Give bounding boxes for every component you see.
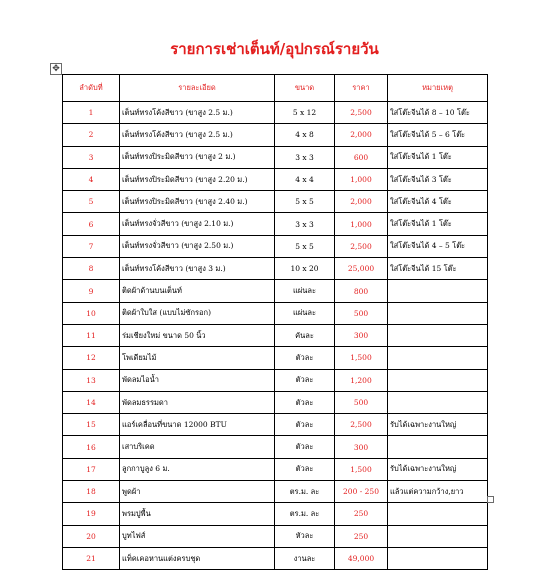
table-row [63, 124, 488, 146]
row-remarks: ใส่โต๊ะจีนได้ 4 โต๊ะ [388, 191, 488, 213]
header-size: ขนาด [275, 75, 335, 102]
document-title: รายการเช่าเต็นท์/อุปกรณ์รายวัน [170, 40, 379, 58]
header-price: ราคา [335, 75, 388, 102]
table-row [63, 414, 488, 436]
table-row [63, 146, 488, 168]
row-price: 1,500 [335, 458, 388, 480]
row-size: 5 x 12 [275, 102, 335, 124]
header-number: ลำดับที่ [63, 75, 120, 102]
row-details: เต็นท์ทรงปิระมิดสีขาว (ขาสูง 2.40 ม.) [120, 191, 275, 213]
row-number: 20 [63, 525, 120, 547]
row-number: 8 [63, 258, 120, 280]
row-size: ตัวละ [275, 436, 335, 458]
row-remarks [388, 369, 488, 391]
row-details: พัดลมธรรมดา [120, 391, 275, 413]
row-remarks [388, 280, 488, 302]
row-size: หัวละ [275, 525, 335, 547]
table-body [63, 102, 488, 570]
row-size: แผ่นละ [275, 280, 335, 302]
row-details: พัดลมไอน้ำ [120, 369, 275, 391]
row-price: 300 [335, 324, 388, 346]
row-size: ตัวละ [275, 347, 335, 369]
row-remarks [388, 525, 488, 547]
row-number: 4 [63, 168, 120, 190]
row-remarks: ใส่โต๊ะจีนได้ 3 โต๊ะ [388, 168, 488, 190]
row-size: 4 x 4 [275, 168, 335, 190]
row-size: ตร.ม. ละ [275, 481, 335, 503]
row-price: 49,000 [335, 547, 388, 569]
row-size: แผ่นละ [275, 302, 335, 324]
table-row [63, 347, 488, 369]
row-price: 1,000 [335, 168, 388, 190]
row-details: พูดผ้า [120, 481, 275, 503]
row-price: 1,000 [335, 213, 388, 235]
row-size: ตัวละ [275, 391, 335, 413]
row-number: 15 [63, 414, 120, 436]
row-details: เต็นท์ทรงจั่วสีขาว (ขาสูง 2.10 ม.) [120, 213, 275, 235]
row-size: คันละ [275, 324, 335, 346]
row-remarks [388, 302, 488, 324]
row-price: 250 [335, 503, 388, 525]
table-row [63, 235, 488, 257]
resize-corner-icon[interactable] [487, 496, 494, 503]
row-price: 800 [335, 280, 388, 302]
row-size: 3 x 3 [275, 213, 335, 235]
row-number: 9 [63, 280, 120, 302]
row-details: พรมปูพื้น [120, 503, 275, 525]
row-details: ร่มเชียงใหม่ ขนาด 50 นิ้ว [120, 324, 275, 346]
row-details: ลูกกาบูลูง 6 ม. [120, 458, 275, 480]
row-number: 2 [63, 124, 120, 146]
row-price: 200 - 250 [335, 481, 388, 503]
row-remarks: รับได้เฉพาะงานใหญ่ [388, 458, 488, 480]
table-row [63, 481, 488, 503]
table-row [63, 503, 488, 525]
row-details: แท็คเคอหานแต่งครบชุด [120, 547, 275, 569]
move-arrows-icon[interactable]: ✥ [50, 63, 62, 75]
row-number: 6 [63, 213, 120, 235]
table-row [63, 302, 488, 324]
row-remarks: ใส่โต๊ะจีนได้ 1 โต๊ะ [388, 146, 488, 168]
row-details: บูทไฟส์ [120, 525, 275, 547]
row-number: 7 [63, 235, 120, 257]
row-number: 12 [63, 347, 120, 369]
row-remarks: ใส่โต๊ะจีนได้ 8 – 10 โต๊ะ [388, 102, 488, 124]
table-row [63, 168, 488, 190]
table-header-row [63, 75, 488, 102]
row-price: 25,000 [335, 258, 388, 280]
row-price: 2,500 [335, 414, 388, 436]
table-row [63, 436, 488, 458]
row-remarks: ใส่โต๊ะจีนได้ 5 – 6 โต๊ะ [388, 124, 488, 146]
table-row [63, 280, 488, 302]
row-number: 21 [63, 547, 120, 569]
header-details: รายละเอียด [120, 75, 275, 102]
row-size: งานละ [275, 547, 335, 569]
row-price: 250 [335, 525, 388, 547]
row-size: ตัวละ [275, 458, 335, 480]
table-row [63, 547, 488, 569]
row-number: 10 [63, 302, 120, 324]
row-number: 1 [63, 102, 120, 124]
table-row [63, 391, 488, 413]
row-details: เต็นท์ทรงจั่วสีขาว (ขาสูง 2.50 ม.) [120, 235, 275, 257]
row-number: 18 [63, 481, 120, 503]
row-number: 11 [63, 324, 120, 346]
table-row [63, 213, 488, 235]
table-row [63, 324, 488, 346]
row-number: 16 [63, 436, 120, 458]
row-size: ตร.ม. ละ [275, 503, 335, 525]
row-remarks: ใส่โต๊ะจีนได้ 15 โต๊ะ [388, 258, 488, 280]
row-details: เสาบริเคด [120, 436, 275, 458]
row-size: 4 x 8 [275, 124, 335, 146]
row-number: 17 [63, 458, 120, 480]
row-remarks [388, 391, 488, 413]
row-size: 5 x 5 [275, 191, 335, 213]
table-row [63, 102, 488, 124]
row-remarks [388, 324, 488, 346]
row-remarks [388, 347, 488, 369]
row-price: 600 [335, 146, 388, 168]
row-size: 10 x 20 [275, 258, 335, 280]
row-number: 13 [63, 369, 120, 391]
row-details: เต็นท์ทรงโค้งสีขาว (ขาสูง 2.5 ม.) [120, 102, 275, 124]
row-remarks [388, 436, 488, 458]
row-remarks: ใส่โต๊ะจีนได้ 4 – 5 โต๊ะ [388, 235, 488, 257]
row-size: 3 x 3 [275, 146, 335, 168]
row-size: ตัวละ [275, 369, 335, 391]
row-price: 2,000 [335, 124, 388, 146]
row-details: แอร์เคลื่อนที่ขนาด 12000 BTU [120, 414, 275, 436]
row-number: 19 [63, 503, 120, 525]
row-number: 5 [63, 191, 120, 213]
row-size: 5 x 5 [275, 235, 335, 257]
row-remarks: ใส่โต๊ะจีนได้ 1 โต๊ะ [388, 213, 488, 235]
row-price: 1,200 [335, 369, 388, 391]
row-size: ตัวละ [275, 414, 335, 436]
header-remarks: หมายเหตุ [388, 75, 488, 102]
row-remarks: รับได้เฉพาะงานใหญ่ [388, 414, 488, 436]
row-details: ติดผ้าใบใส (แบบไม่ซักรอก) [120, 302, 275, 324]
row-remarks: แล้วแต่ความกว้าง,ยาว [388, 481, 488, 503]
row-price: 1,500 [335, 347, 388, 369]
row-number: 3 [63, 146, 120, 168]
row-details: เต็นท์ทรงโค้งสีขาว (ขาสูง 2.5 ม.) [120, 124, 275, 146]
row-details: ติดผ้าด้านบนเต็นท์ [120, 280, 275, 302]
table-row [63, 191, 488, 213]
row-details: โพเดียมไม้ [120, 347, 275, 369]
row-remarks [388, 503, 488, 525]
row-price: 2,500 [335, 235, 388, 257]
rental-table [62, 74, 488, 570]
row-details: เต็นท์ทรงโค้งสีขาว (ขาสูง 3 ม.) [120, 258, 275, 280]
row-details: เต็นท์ทรงปิระมิดสีขาว (ขาสูง 2.20 ม.) [120, 168, 275, 190]
table-row [63, 525, 488, 547]
row-number: 14 [63, 391, 120, 413]
table-row [63, 369, 488, 391]
row-price: 500 [335, 391, 388, 413]
table-row [63, 258, 488, 280]
row-price: 500 [335, 302, 388, 324]
row-details: เต็นท์ทรงปิระมิดสีขาว (ขาสูง 2 ม.) [120, 146, 275, 168]
row-price: 300 [335, 436, 388, 458]
row-price: 2,000 [335, 191, 388, 213]
row-price: 2,500 [335, 102, 388, 124]
row-remarks [388, 547, 488, 569]
table-row [63, 458, 488, 480]
